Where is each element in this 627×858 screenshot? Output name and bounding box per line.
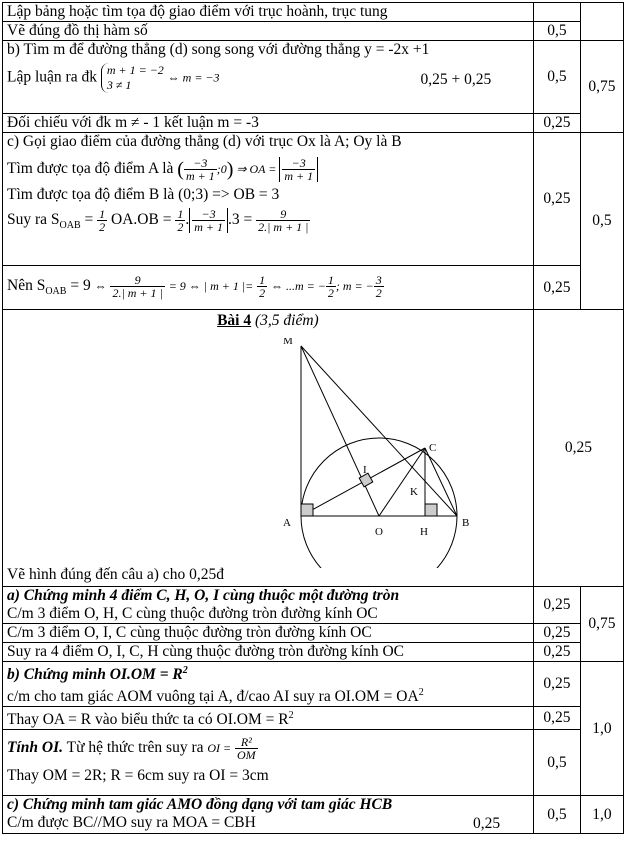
inline-score: 0,25 xyxy=(473,815,501,833)
row-conclusion xyxy=(3,114,534,133)
line-text: Thay OA = R vào biểu thức ta có OI.OM = R xyxy=(7,711,289,729)
bold-label: Tính OI. xyxy=(7,739,63,757)
superscript: 2 xyxy=(182,665,188,676)
part-a-line-3: Suy ra 4 điểm O, I, C, H cùng thuộc đường tròn đường kính OC xyxy=(7,643,404,660)
label-m: M xyxy=(283,338,293,347)
part-b2-title xyxy=(7,662,529,684)
part-c2-title: c) Chứng minh tam giác AMO đồng dạng với tam giác HCB xyxy=(7,796,393,814)
score: 0,25 xyxy=(533,707,580,730)
substitution-line: Thay OM = 2R; R = 6cm suy ra OI = 3cm xyxy=(7,767,269,785)
row-text: Vẽ đúng đồ thị hàm số xyxy=(7,22,148,39)
part-a-title: a) Chứng minh 4 điểm C, H, O, I cùng thuộc một đường tròn xyxy=(7,587,400,604)
point-a-line: Tìm được tọa độ điểm A là ( $\frac{-3}{m + 1}$ ;0) ⇒ OA = $\frac{-3}{m + 1}$ xyxy=(7,157,529,182)
prefix: Tìm được tọa độ điểm A là xyxy=(7,160,174,178)
line-text: Từ hệ thức trên suy ra xyxy=(66,739,204,757)
label-c: C xyxy=(429,442,437,454)
answer-table xyxy=(2,2,624,834)
area-line: Suy ra $S_{OAB}$ = $\frac{1}{2}$ OA.OB = $\frac{1}{2}$ . $\frac{-3}{m + 1}$ .3 = $\frac{9}{2.| m + 1 |}$ xyxy=(7,207,309,234)
row-axis-intersections xyxy=(3,3,534,22)
score: 0,5 xyxy=(533,796,580,834)
score: 0,5 xyxy=(533,730,580,796)
total-score: 1,0 xyxy=(580,662,623,796)
label-h: H xyxy=(420,526,428,538)
bai4-points: (3,5 điểm) xyxy=(255,312,319,329)
part-b-row xyxy=(3,41,534,114)
part-b-question: b) Tìm m để đường thẳng (d) song song với đường thẳng y = -2x +1 xyxy=(7,41,430,58)
part-b2-row-3 xyxy=(3,730,534,796)
point-b-line: Tìm được tọa độ điểm B là (0;3) => OB = 3 xyxy=(7,186,280,203)
score: 0,25 xyxy=(533,114,580,133)
row-text: Lập bảng hoặc tìm tọa độ giao điểm với trục hoành, trục tung xyxy=(7,3,388,20)
score: 0,25 xyxy=(533,643,580,662)
label-o: O xyxy=(375,526,383,538)
part-a-row-3 xyxy=(3,643,534,662)
title-text: b) Chứng minh OI.OM = R xyxy=(7,666,183,684)
row-text: Đối chiếu với đk m ≠ - 1 kết luận m = -3 xyxy=(7,114,259,131)
row-draw-graph xyxy=(3,22,534,41)
sys-line-2: 3 ≠ 1 xyxy=(106,78,132,92)
score-empty xyxy=(533,3,580,22)
compute-oi: Tính OI. Từ hệ thức trên suy ra OI = $\frac{\text{R²}}{OM}$ xyxy=(7,735,256,763)
inline-score: 0,25 + 0,25 xyxy=(420,71,492,88)
subscript: OAB xyxy=(59,220,81,232)
label-i: I xyxy=(363,464,367,476)
prefix: Nên S xyxy=(7,276,46,294)
part-a-line-1: C/m 3 điểm O, H, C cùng thuộc đường tròn đường kính OC xyxy=(7,605,378,622)
total-empty xyxy=(580,3,623,41)
area-equation-row xyxy=(3,266,534,310)
score: 0,25 xyxy=(533,662,580,707)
sys-line-1: m + 1 = −2 xyxy=(106,63,164,77)
part-b2-row-2 xyxy=(3,707,534,730)
paren: ( xyxy=(177,158,184,181)
score: 0,5 xyxy=(533,22,580,41)
label-k: K xyxy=(410,486,418,498)
bai4-title: Bài 4 xyxy=(217,312,252,329)
part-a-row-2 xyxy=(3,624,534,643)
score: 0,25 xyxy=(533,266,580,310)
part-b2-line-1 xyxy=(7,684,529,706)
figure-score: 0,25 xyxy=(533,310,623,587)
score: 0,25 xyxy=(533,133,580,266)
score: 0,25 xyxy=(533,587,580,624)
equivalence: ⇔ m = −3 xyxy=(167,70,220,85)
part-c2-row xyxy=(3,796,534,834)
part-a-row xyxy=(3,587,534,624)
part-b-condition xyxy=(7,63,529,93)
part-c-row xyxy=(3,133,534,266)
label-b: B xyxy=(462,517,470,529)
score: 0,25 xyxy=(533,624,580,643)
equation-system xyxy=(101,63,164,93)
line-text: c/m cho tam giác AOM vuông tại A, đ/cao AI suy ra OI.OM = OA xyxy=(7,688,419,706)
total-score: 1,0 xyxy=(580,796,623,834)
superscript: 2 xyxy=(418,687,424,699)
area-equation: Nên $S_{OAB} = 9$ ⇔ $\frac{9}{2.| m + 1 |}$ = 9 ⇔ | m + 1 |= $\frac{1}{2}$ ⇔ ...m = − $\frac{1}{2}$ ; m = − $\frac{3}{2}$ xyxy=(7,272,382,300)
part-c-question: c) Gọi giao điểm của đường thẳng (d) với trục Ox là A; Oy là B xyxy=(7,133,402,150)
bai4-figure-row xyxy=(3,310,534,587)
geometry-figure xyxy=(277,338,497,568)
part-b2-row xyxy=(3,662,534,707)
total-score: 0,5 xyxy=(580,133,623,310)
label-a: A xyxy=(283,517,291,529)
bai4-heading xyxy=(7,312,529,330)
total-score: 0,75 xyxy=(580,587,623,662)
prefix: Suy ra S xyxy=(7,211,60,229)
part-c2-line-1: C/m được BC//MO suy ra MOA = CBH xyxy=(7,814,256,832)
subscript: OAB xyxy=(45,286,67,298)
superscript: 2 xyxy=(288,710,294,722)
fraction: $\frac{-3}{m + 1}$ xyxy=(185,156,215,183)
total-score: 0,75 xyxy=(580,41,623,133)
score: 0,5 xyxy=(533,41,580,114)
prefix: Lập luận ra đk xyxy=(7,68,97,86)
figure-note: Vẽ hình đúng đến câu a) cho 0,25đ xyxy=(7,566,224,583)
part-a-line-2: C/m 3 điểm O, I, C cùng thuộc đường tròn đường kính OC xyxy=(7,624,372,641)
